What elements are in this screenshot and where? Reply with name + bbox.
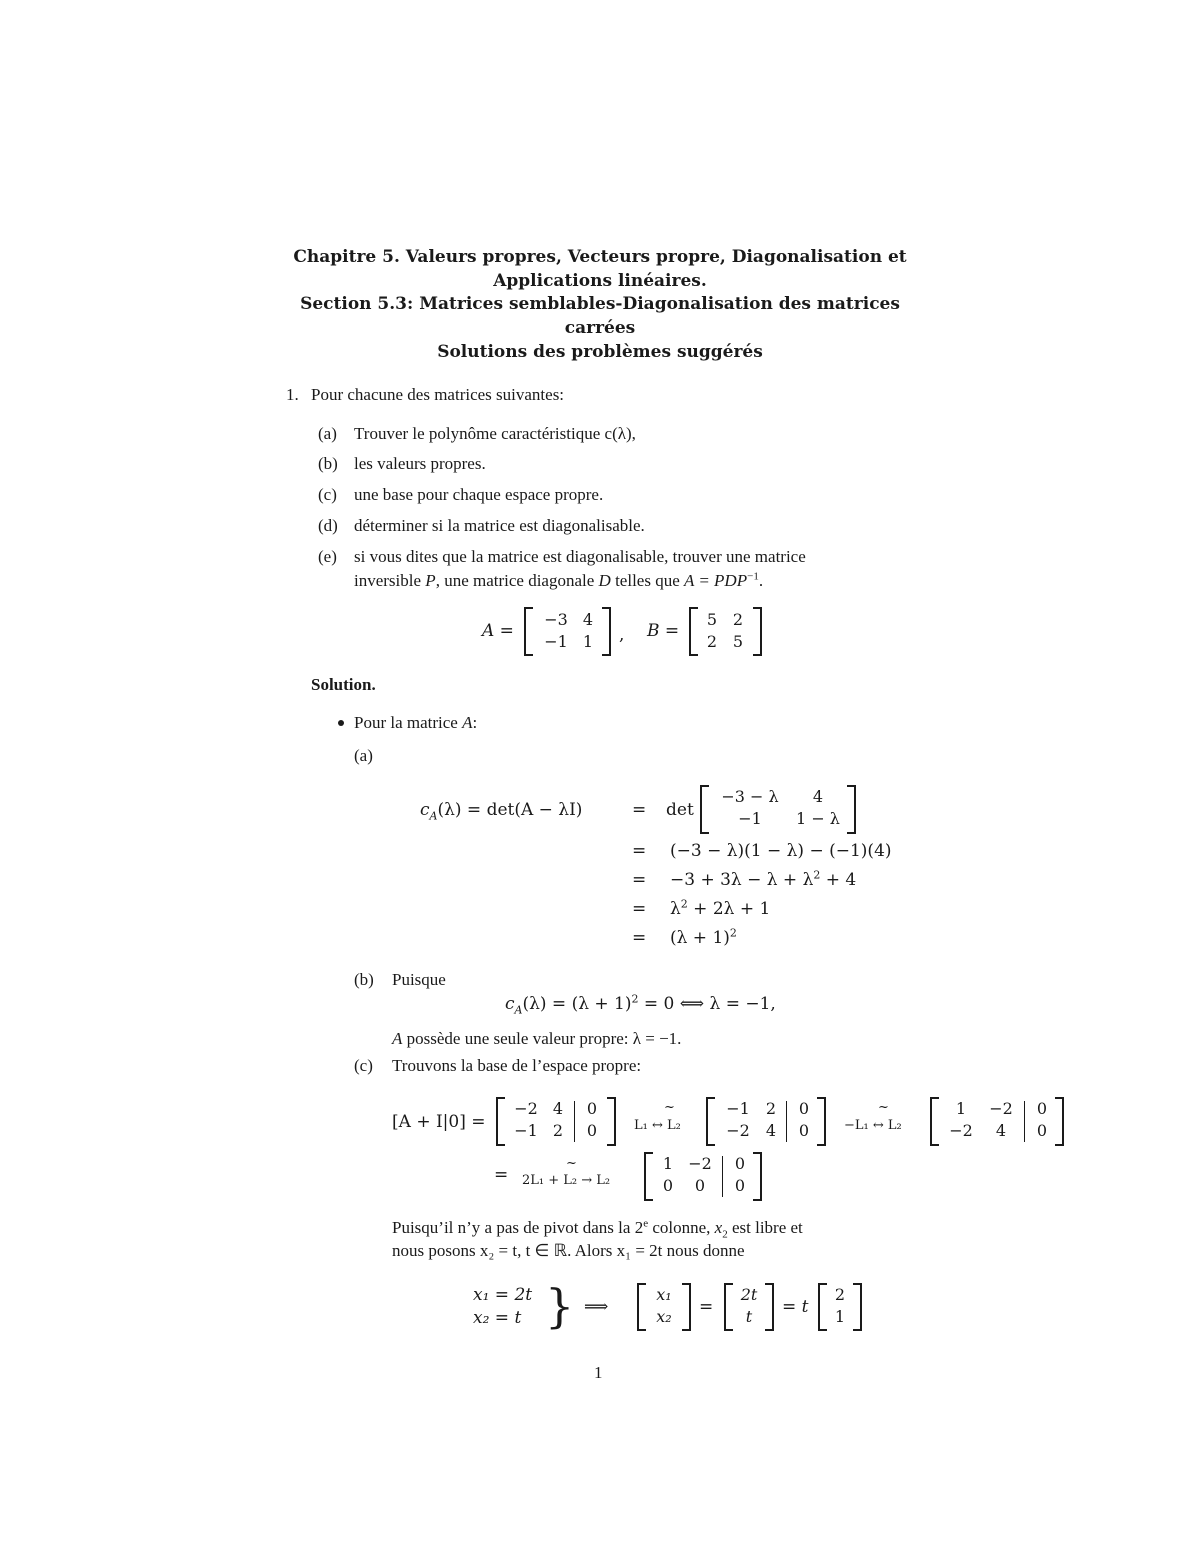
matrix-cell: 0	[798, 1099, 810, 1118]
implies-arrow: ⟹	[584, 1297, 609, 1317]
augmented-matrix-2	[706, 1097, 826, 1146]
chapter-title: Chapitre 5. Valeurs propres, Vecteurs propre, Diagonalisation et	[293, 247, 907, 267]
puisque: Puisque	[392, 970, 446, 989]
matrix-cell: 4	[995, 1121, 1007, 1140]
matrix-cell: −1	[738, 809, 762, 828]
matrix-cell: 4	[812, 787, 824, 806]
matrix-a-label: A =	[482, 621, 514, 641]
matrix-cell: 0	[734, 1154, 746, 1173]
matrix-cell: −1	[514, 1121, 538, 1140]
equals: =	[632, 870, 647, 890]
matrix-cell: 0	[734, 1176, 746, 1195]
part-b-label: (b)	[354, 970, 374, 989]
matrix-b-label: B =	[647, 621, 680, 641]
matrix-cell: 4	[582, 610, 594, 629]
matrix-cell: 5	[706, 610, 718, 629]
matrix-cell: 0	[1036, 1121, 1048, 1140]
matrix-cell: 4	[765, 1121, 777, 1140]
row-equivalence: ~	[664, 1100, 675, 1115]
matrix-cell: 0	[694, 1176, 706, 1195]
matrix-cell: −2	[726, 1121, 750, 1140]
vector-2t	[724, 1283, 774, 1331]
matrix-cell: −2	[949, 1121, 973, 1140]
item-text: si vous dites que la matrice est diagonalisable, trouver une matrice	[354, 547, 806, 566]
equals: =	[632, 800, 647, 820]
row-equivalence: ~	[566, 1156, 577, 1171]
item-label: (b)	[318, 454, 338, 473]
matrix-b	[689, 607, 762, 656]
matrix-cell: −2	[688, 1154, 712, 1173]
matrix-cell: 4	[552, 1099, 564, 1118]
matrix-cell: 1 − λ	[796, 809, 840, 828]
item-text: une base pour chaque espace propre.	[354, 485, 604, 504]
matrix-cell: 2	[706, 632, 718, 651]
row-operation: 2L₁ + L₂ → L₂	[522, 1173, 611, 1188]
section-title: Section 5.3: Matrices semblables-Diagonalisation des matrices	[300, 294, 900, 314]
problem-intro: Pour chacune des matrices suivantes:	[311, 385, 565, 404]
problem-number: 1.	[286, 385, 299, 404]
row-equivalence: ~	[878, 1100, 889, 1115]
chapter-title-cont: Applications linéaires.	[493, 271, 707, 291]
matrix-cell: −3 − λ	[721, 787, 779, 806]
comma: ,	[619, 625, 625, 645]
matrix-cell: −2	[514, 1099, 538, 1118]
equals: =	[632, 899, 647, 919]
vector-x	[637, 1283, 691, 1331]
row-operation: L₁ ↔ L₂	[634, 1118, 681, 1133]
section-title-cont: carrées	[564, 318, 636, 338]
derivation-line: $(\lambda + 1)^2$	[670, 926, 737, 948]
matrix-cell: −1	[544, 632, 568, 651]
augmented-lhs: [A + I|0] =	[392, 1112, 486, 1132]
equals: =	[632, 841, 647, 861]
item-label: (c)	[318, 485, 337, 504]
matrix-cell: 0	[798, 1121, 810, 1140]
item-label: (a)	[318, 424, 337, 443]
augmented-matrix-4	[644, 1152, 762, 1201]
matrix-cell: 2	[732, 610, 744, 629]
bullet-text: Pour la matrice A:	[354, 713, 478, 732]
matrix-cell: 2	[765, 1099, 777, 1118]
matrix-cell: 2t	[740, 1285, 758, 1304]
matrix-cell: 5	[732, 632, 744, 651]
solution-heading: Solution.	[311, 675, 376, 694]
matrix-cell: −3	[544, 610, 568, 629]
matrix-cell: 0	[662, 1176, 674, 1195]
row-operation: −L₁ ↔ L₂	[844, 1118, 902, 1133]
matrix-cell: 0	[586, 1121, 598, 1140]
equals: =	[494, 1165, 509, 1185]
pivot-text-line2: nous posons x₂ = t, t ∈ ℝ. Alors x₁ = 2t nous donne	[392, 1241, 745, 1260]
system-eq-1: x₁ = 2t	[473, 1285, 533, 1305]
part-c-label: (c)	[354, 1056, 373, 1075]
matrix-cell: x₁	[656, 1285, 672, 1304]
part-c-text: Trouvons la base de l’espace propre:	[392, 1056, 642, 1075]
det-matrix	[700, 785, 856, 834]
bullet	[338, 720, 344, 726]
right-brace: }	[545, 1279, 575, 1333]
system-eq-2: x₂ = t	[473, 1308, 522, 1328]
item-label: (e)	[318, 547, 337, 566]
derivation-line: $-3 + 3\lambda - \lambda + \lambda^2 + 4$	[670, 868, 857, 890]
matrix-cell: 1	[955, 1099, 967, 1118]
matrix-cell: 0	[1036, 1099, 1048, 1118]
matrix-cell: 2	[552, 1121, 564, 1140]
matrix-cell: 1	[582, 632, 594, 651]
item-e-line2: inversible P, une matrice diagonale D telles que $A = PDP^{-1}$.	[354, 570, 764, 590]
matrix-cell: t	[745, 1307, 753, 1326]
matrix-a	[524, 607, 611, 656]
item-text: les valeurs propres.	[354, 454, 486, 473]
eigenvalue-equation: $c_A(\lambda) = (\lambda + 1)^2 = 0$ ⟺ λ = −1,	[505, 992, 776, 1017]
derivation-line: $\lambda^2 + 2\lambda + 1$	[670, 897, 771, 919]
pivot-text-line1: Puisqu’il n’y a pas de pivot dans la 2e colonne, $x_2$ est libre et	[392, 1217, 803, 1241]
eigenvalue-conclusion: A possède une seule valeur propre: λ = −1.	[392, 1029, 682, 1048]
basis-vector	[818, 1283, 862, 1331]
matrix-cell: 0	[586, 1099, 598, 1118]
det-label: det	[666, 800, 694, 820]
item-label: (d)	[318, 516, 338, 535]
item-text: Trouver le polynôme caractéristique c(λ),	[354, 424, 636, 443]
item-text: déterminer si la matrice est diagonalisable.	[354, 516, 645, 535]
equals: =	[699, 1297, 714, 1317]
matrix-cell: −1	[726, 1099, 750, 1118]
matrix-cell: 2	[834, 1285, 846, 1304]
page-number: 1	[594, 1363, 603, 1382]
derivation-line: (−3 − λ)(1 − λ) − (−1)(4)	[670, 841, 892, 861]
equals: =	[632, 928, 647, 948]
matrix-cell: 1	[662, 1154, 674, 1173]
matrix-cell: 1	[834, 1307, 846, 1326]
augmented-matrix-3	[930, 1097, 1064, 1146]
scalar-t: = t	[782, 1297, 809, 1317]
char-poly-lhs: $c_A(\lambda) = \det(A - \lambda I)$	[420, 800, 583, 823]
matrix-cell: x₂	[656, 1307, 672, 1326]
part-a-label: (a)	[354, 746, 373, 765]
matrix-cell: −2	[989, 1099, 1013, 1118]
augmented-matrix-1	[496, 1097, 616, 1146]
solutions-title: Solutions des problèmes suggérés	[437, 342, 763, 362]
